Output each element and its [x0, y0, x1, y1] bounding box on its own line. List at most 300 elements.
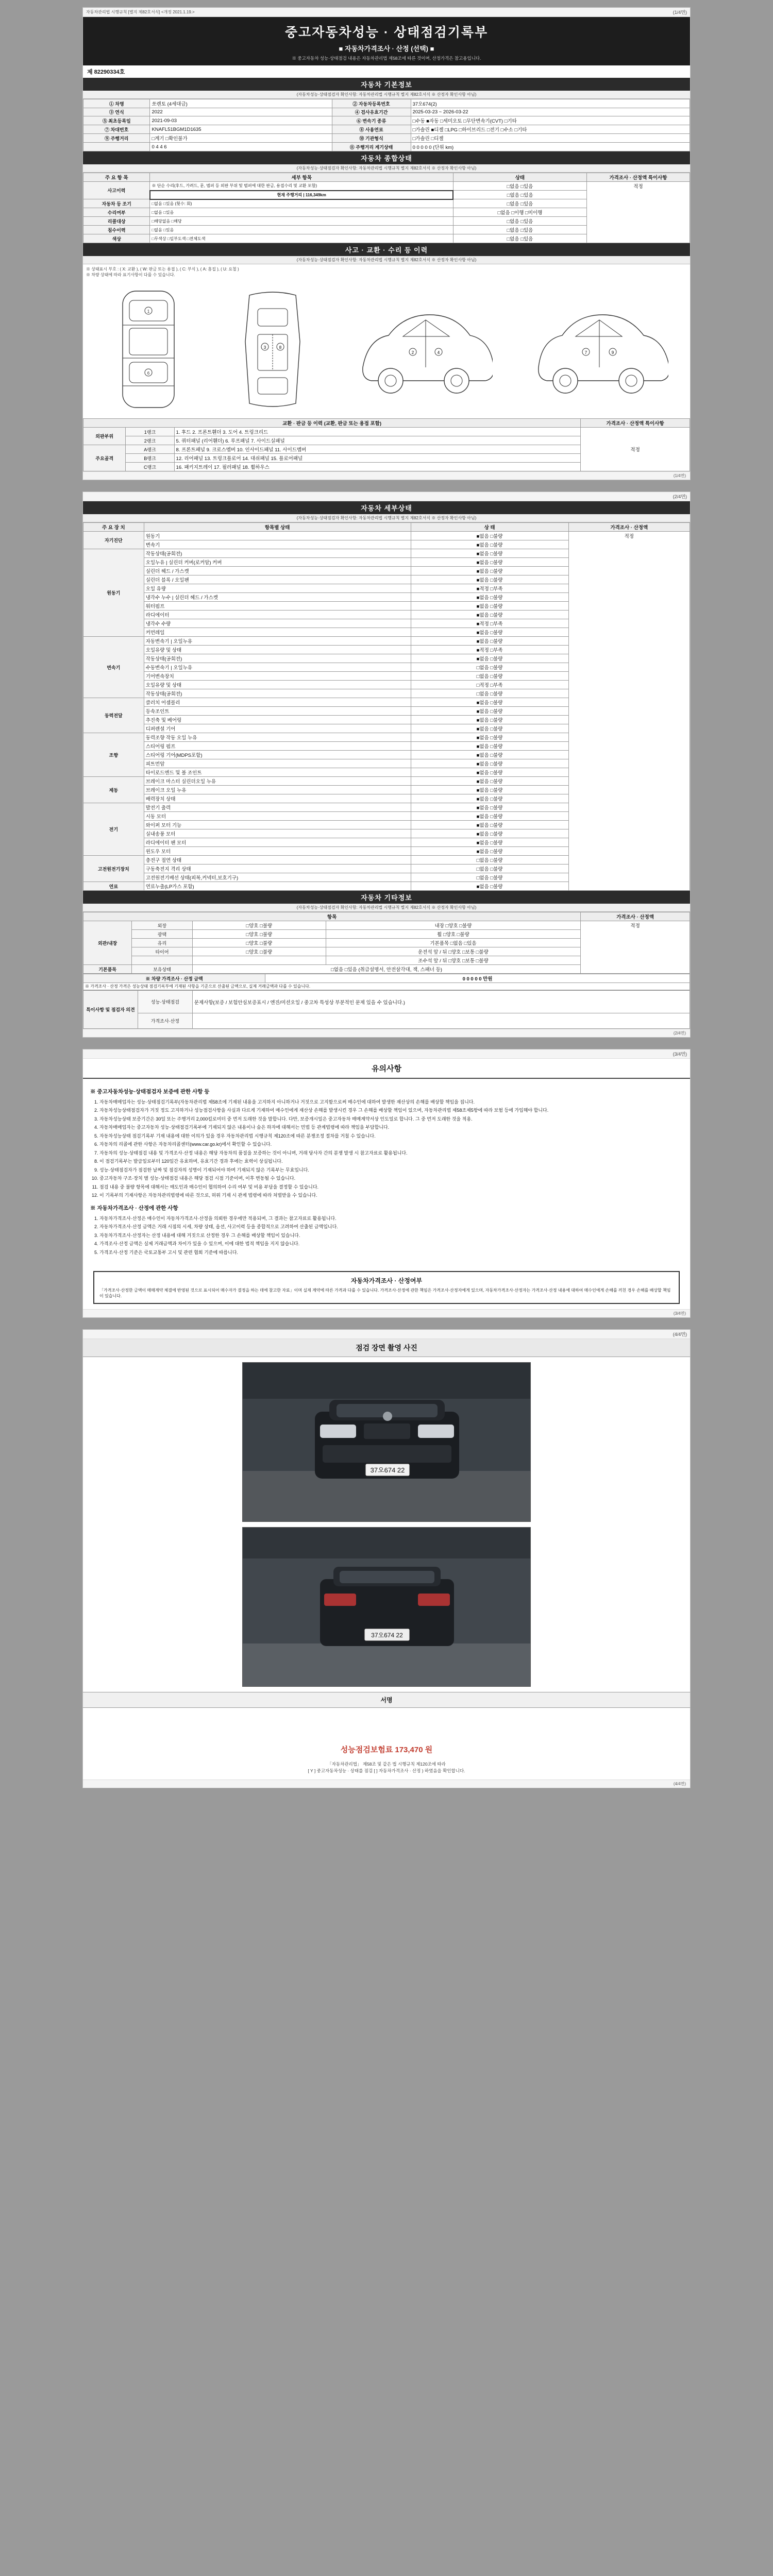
- detail-state-1-0[interactable]: ■없음 □불량: [411, 549, 568, 558]
- etc-label-1b: [326, 930, 580, 939]
- page-4: [82, 1329, 691, 1788]
- detail-item-1-4: 오일 유량: [144, 584, 411, 593]
- page4-number: (4/4면): [673, 1332, 687, 1337]
- basic-info-table: [83, 99, 690, 151]
- price-summary-table: [83, 974, 690, 990]
- overall-price-note: 적정: [586, 182, 690, 243]
- etc-label-2b: [326, 939, 580, 947]
- detail-state-0-0[interactable]: ■없음 □불량: [411, 532, 568, 540]
- insurance-fee-line: [83, 1739, 690, 1760]
- basic-label-carname: ① 차명: [83, 99, 150, 108]
- overall-note-accident: ※ 단순 수리(후드, 가려드, 문, 범퍼 등 외판 부위 및 범퍼에 대한 판금, 용접수리 및 교환 포함): [150, 182, 453, 191]
- detail-state-2-2[interactable]: ■없음 □불량: [411, 654, 568, 663]
- detail-item-1-7: 라디에이터: [144, 611, 411, 619]
- detail-item-2-6: 작동상태(공회전): [144, 689, 411, 698]
- document-number: 제 82290334호: [87, 69, 125, 75]
- detail-item-6-3: 실내송풍 모터: [144, 829, 411, 838]
- detail-item-7-0: 충전구 절연 상태: [144, 856, 411, 865]
- photo-section-title: 점검 장면 촬영 사진: [83, 1339, 690, 1357]
- accident-price-value: 적정: [581, 428, 690, 471]
- car-diagram-top: [229, 285, 316, 415]
- accident-legend-block: [83, 264, 690, 282]
- basic-label-transmission: ⑥ 변속기 종류: [332, 116, 411, 125]
- notice-item-7: 7. 자동차의 성능·상태점검 내용 및 가격조사·산정 내용은 해당 자동차의 품질을 보증하는 것이 아니며, 거래 당사자 간의 분쟁 발생 시 참고자료로 활용됩니다.: [99, 1150, 683, 1157]
- accident-part-price-col: 가격조사 · 산정액 특이사항: [581, 419, 690, 428]
- overall-label-flood: 침수이력: [83, 226, 150, 234]
- price-summary-note: ※ 가격조사 · 산정 가격은 성능상태 점검기록부에 기재된 사항을 기준으로 산출된 금액으로, 실제 거래금액과 다를 수 있습니다.: [83, 983, 690, 990]
- basic-value-inspection: 2025-03-23 ~ 2026-03-22: [411, 108, 690, 116]
- special-sublabel: 성능·상태점검: [138, 991, 192, 1013]
- etc-sublabel-1: 휠: [437, 932, 442, 938]
- basic-label-plate: ② 자동차등록번호: [332, 99, 411, 108]
- notice-body: [83, 1079, 690, 1266]
- notice-item-6: 6. 자동차의 리콜에 관한 사항은 자동차리콜센터(www.car.go.kr)에서 확인할 수 있습니다.: [99, 1141, 683, 1148]
- etc-label-4b: [326, 956, 580, 965]
- detail-price-value: 적정: [568, 532, 690, 891]
- detail-state-0-1[interactable]: ■없음 □불량: [411, 540, 568, 549]
- overall-col-price: 가격조사 · 산정액 특이사항: [586, 173, 690, 182]
- accident-legend-1: ※ 상태표시 부호 : ( X: 교환 ), ( W: 판금 또는 용접 ), ( C: 부식 ), ( A: 흠집 ), ( U: 요철 ): [86, 267, 239, 272]
- photo-rear: [242, 1527, 531, 1687]
- accident-items-3[interactable]: 8. 프론트패널 9. 크로스멤버 10. 인사이드패널 11. 사이드멤버: [174, 445, 581, 454]
- detail-item-7-2: 고전원전기배선 상태(피복,커넥터,보호기구): [144, 873, 411, 882]
- page4-ref: [86, 1332, 87, 1336]
- document-footnote: [83, 1760, 690, 1780]
- svg-text:6: 6: [147, 371, 149, 376]
- detail-state-4-1[interactable]: ■없음 □불량: [411, 742, 568, 751]
- etc-price-value: 적정: [581, 921, 690, 974]
- detail-state-3-0[interactable]: ■없음 □불량: [411, 698, 568, 707]
- document-title-block: [83, 17, 690, 65]
- detail-state-5-2[interactable]: ■없음 □불량: [411, 794, 568, 803]
- detail-state-1-1[interactable]: ■없음 □불량: [411, 558, 568, 567]
- detail-state-6-2[interactable]: ■없음 □불량: [411, 821, 568, 829]
- overall-state-repair[interactable]: □없음 □있음: [453, 199, 586, 208]
- detail-state-2-4[interactable]: □없음 □불량: [411, 672, 568, 681]
- detail-state-6-1[interactable]: ■없음 □불량: [411, 812, 568, 821]
- detail-state-2-0[interactable]: ■없음 □불량: [411, 637, 568, 646]
- page3-ref: [86, 1052, 87, 1056]
- page2-topbar: [83, 492, 690, 501]
- detail-item-4-0: 동력조향 작동 오일 누유: [144, 733, 411, 742]
- detail-state-5-1[interactable]: ■없음 □불량: [411, 786, 568, 794]
- section-overall-sub: (자동차성능·상태점검자 확인사항: 자동차관리법 시행규칙 별지 제82호서식 ※ 산정자 확인사항 아님): [83, 164, 690, 173]
- basic-label-firstreg: ⑤ 최초등록일: [83, 116, 150, 125]
- page1-bottombar: [83, 471, 690, 480]
- overall-table: [83, 173, 690, 243]
- price-summary-units[interactable]: 0 0 0 0 0 만원: [265, 974, 690, 983]
- special-sublabel-2: 가격조사·산정: [138, 1013, 192, 1029]
- detail-item-2-3: 수동변속기 | 오일누유: [144, 663, 411, 672]
- overall-col-detail: 세부 항목: [150, 173, 453, 182]
- detail-item-1-2: 실린더 헤드 / 가스켓: [144, 567, 411, 575]
- detail-group-transmission: 변속기: [83, 637, 144, 698]
- page-3: [82, 1049, 691, 1318]
- accident-group-frame: 주요골격: [83, 445, 126, 471]
- detail-state-4-2[interactable]: ■없음 □불량: [411, 751, 568, 759]
- detail-item-5-1: 브레이크 오일 누유: [144, 786, 411, 794]
- car-diagram-area: [83, 282, 690, 418]
- detail-item-3-2: 추진축 및 베어링: [144, 716, 411, 724]
- page-subtitle: ■ 자동차가격조사 · 산정 (선택) ■: [339, 45, 434, 53]
- detail-state-1-8[interactable]: ■적정 □부족: [411, 619, 568, 628]
- etc-group-basic: 기본품목: [83, 965, 132, 974]
- etc-label-3b: [326, 947, 580, 956]
- basic-value-carname: 쏘렌토 (4세대급): [150, 99, 332, 108]
- notice-item-11: 11. 점검 내용 중 불량 항목에 대해서는 매도인과 매수인이 협의하여 수리 여부 및 비용 부담을 결정할 수 있습니다.: [99, 1184, 683, 1191]
- overall-label-recall: 리콜대상: [83, 217, 150, 226]
- svg-text:8: 8: [279, 345, 282, 350]
- detail-state-7-2[interactable]: □없음 □불량: [411, 873, 568, 882]
- overall-state-accident[interactable]: □없음 □있음: [453, 182, 586, 191]
- etc-col-item: 항목: [83, 912, 581, 921]
- detail-state-4-3[interactable]: ■없음 □불량: [411, 759, 568, 768]
- svg-text:1: 1: [147, 309, 149, 314]
- overall-state-option[interactable]: □없음 □있음: [453, 226, 586, 234]
- etc-sublabel-2: 기본품목: [430, 941, 449, 946]
- basic-label-mileage: ⑨ 주행거리: [83, 134, 150, 143]
- detail-group-brake: 제동: [83, 777, 144, 803]
- svg-text:3: 3: [264, 345, 266, 350]
- section-accident-header: 사고 · 교환 · 수리 등 이력: [83, 243, 690, 256]
- special-text-2[interactable]: [192, 1013, 690, 1029]
- notice-heading-1: ※ 중고자동차성능·상태점검자 보증에 관한 사항 등: [90, 1089, 210, 1095]
- accident-group-outer: 외판부위: [83, 428, 126, 445]
- basic-value-odometer: 0 0 0 0 0 (단위 km): [411, 143, 690, 151]
- svg-text:4: 4: [437, 350, 440, 355]
- detail-group-fuel: 연료: [83, 882, 144, 891]
- signature-area[interactable]: [83, 1708, 690, 1739]
- notice2-item-4: 4. 가격조사·산정 금액은 실제 거래금액과 차이가 있을 수 있으며, 이에 대한 법적 책임을 지지 않습니다.: [99, 1241, 683, 1248]
- accident-rank-2: 2랭크: [126, 436, 174, 445]
- detail-item-1-6: 워터펌프: [144, 602, 411, 611]
- detail-col-device: 주 요 장 치: [83, 523, 144, 532]
- detail-item-1-3: 실린더 블록 / 오일팬: [144, 575, 411, 584]
- etc-state-0[interactable]: □양호 □불량: [192, 921, 326, 930]
- overall-label-usage: 자동차 등 조기: [83, 199, 150, 208]
- overall-col-main: 주 요 항 목: [83, 173, 150, 182]
- accident-legend-2: ※ 차량 상태에 따라 표기사항이 다를 수 있습니다.: [86, 273, 175, 277]
- car-diagram-side-right: [529, 285, 668, 415]
- detail-state-7-0[interactable]: □없음 □불량: [411, 856, 568, 865]
- detail-state-2-5[interactable]: □적정 □부족: [411, 681, 568, 689]
- etc-label-0: 외장: [132, 921, 193, 930]
- detail-group-electric: 전기: [83, 803, 144, 856]
- basic-label-inspection: ④ 검사유효기간: [332, 108, 411, 116]
- detail-state-6-3[interactable]: ■없음 □불량: [411, 829, 568, 838]
- accident-items-1[interactable]: 1. 후드 2. 프론트휀더 3. 도어 4. 트렁크리드: [174, 428, 581, 436]
- car-side-left-svg: [354, 285, 493, 414]
- etc-label-2: 유리: [132, 939, 193, 947]
- detail-item-5-2: 배력장치 상태: [144, 794, 411, 803]
- basic-label-engine: ⑩ 기관형식: [332, 134, 411, 143]
- detail-state-8-0[interactable]: ■없음 □불량: [411, 882, 568, 891]
- detail-item-2-0: 자동변속기 | 오일누유: [144, 637, 411, 646]
- etc-substate-0[interactable]: □양호 □불량: [445, 923, 472, 929]
- detail-item-4-3: 피트먼암: [144, 759, 411, 768]
- detail-group-steering: 조향: [83, 733, 144, 777]
- basic-value-transmission: □수동 ■자동 □세미오토 □무단변속기(CVT) □기타: [411, 116, 690, 125]
- detail-group-selfdiag: 자기진단: [83, 532, 144, 549]
- overall-note-recall: □해당없음 □해당: [150, 217, 453, 226]
- accident-rank-1: 1랭크: [126, 428, 174, 436]
- footnote-line-2: [ Y ] 중고자동차성능 · 상태를 점검 [ ] 자동차가격조사 · 산정 ) 하였음을 확인합니다.: [308, 1768, 465, 1773]
- detail-item-6-1: 시동 모터: [144, 812, 411, 821]
- detail-state-7-1[interactable]: □없음 □불량: [411, 865, 568, 873]
- basic-label-mileage2: [83, 143, 150, 151]
- price-confirm-title: 자동차가격조사 · 산정여부: [350, 1277, 423, 1284]
- overall-state-recall[interactable]: □없음 □이행 □미이행: [453, 208, 586, 217]
- detail-item-0-1: 변속기: [144, 540, 411, 549]
- detail-item-6-2: 와이퍼 모터 기능: [144, 821, 411, 829]
- overall-label-accident: 사고이력: [83, 182, 150, 199]
- section-overall-header: 자동차 종합상태: [83, 151, 690, 164]
- detail-state-6-4[interactable]: ■없음 □불량: [411, 838, 568, 847]
- detail-col-price: 가격조사 · 산정액: [568, 523, 690, 532]
- section-detail-sub: (자동차성능·상태점검자 확인사항: 자동차관리법 시행규칙 별지 제82호서식 ※ 산정자 확인사항 아님): [83, 514, 690, 522]
- special-note-table: [83, 990, 690, 1029]
- etc-state-4[interactable]: [192, 956, 326, 965]
- overall-label-repair: 수리여부: [83, 208, 150, 217]
- plate-number-rear: 37오674 22: [371, 1632, 403, 1639]
- etc-state-2[interactable]: □양호 □불량: [192, 939, 326, 947]
- section-etc-header: 자동차 기타정보: [83, 891, 690, 904]
- photo-rear-svg: [243, 1528, 531, 1687]
- accident-items-2[interactable]: 5. 쿼터패널 (리어휀더) 6. 루프패널 7. 사이드실패널: [174, 436, 581, 445]
- special-text[interactable]: 문제사항(보증 / 보험안심보증표시 / 엔진/미션오일 / 중고차 특성상 부분적인 문제 있을 수 있습니다.): [192, 991, 690, 1013]
- basic-value-vin: KNAFL51BGM1D1635: [150, 125, 332, 134]
- notice2-item-1: 1. 자동차가격조사·산정은 매수인이 자동차가격조사·산정을 의뢰한 경우에만 적용되며, 그 결과는 참고자료로 활용됩니다.: [99, 1215, 683, 1223]
- detail-state-4-0[interactable]: ■없음 □불량: [411, 733, 568, 742]
- basic-value-firstreg: 2021-09-03: [150, 116, 332, 125]
- page2-ref: [86, 494, 87, 499]
- footnote-line-1: 「자동차관리법」 제58조 및 같은 법 시행규칙 제120조에 따라: [327, 1761, 446, 1767]
- etc-state-5[interactable]: □없음 □있음 (취급설명서, 안전삼각대, 잭, 스패너 등): [192, 965, 580, 974]
- form-legal-ref: 자동차관리법 시행규칙 [별지 제82호서식] <개정 2021.1.19.>: [86, 10, 195, 14]
- detail-group-highvoltage: 고전원전기장치: [83, 856, 144, 882]
- overall-label-color: 색상: [83, 234, 150, 243]
- overall-note-color: □무색상 □일부도색 □전체도색: [150, 234, 453, 243]
- page2-footer-mark: (2/4면): [673, 1031, 686, 1036]
- detail-state-1-7[interactable]: ■없음 □불량: [411, 611, 568, 619]
- detail-item-2-4: 기어변속장치: [144, 672, 411, 681]
- page-topbar: [83, 8, 690, 17]
- section-accident-sub: (자동차성능·상태점검자 확인사항: 자동차관리법 시행규칙 별지 제82호서식 ※ 산정자 확인사항 아님): [83, 256, 690, 264]
- etc-label-4: [132, 956, 193, 965]
- basic-label-vin: ⑦ 차대번호: [83, 125, 150, 134]
- insurance-fee-value: 173,470 원: [395, 1745, 433, 1754]
- car-diagram-side-left: [354, 285, 493, 415]
- etc-state-3[interactable]: □양호 □불량: [192, 947, 326, 956]
- etc-substate-3[interactable]: □양호 □보통 □불량: [448, 950, 489, 955]
- detail-item-4-4: 타이로드엔드 및 볼 조인트: [144, 768, 411, 777]
- etc-label-0b: [326, 921, 580, 930]
- plate-number-front: 37오674 22: [370, 1466, 405, 1474]
- basic-label-year: ③ 연식: [83, 108, 150, 116]
- detail-state-4-4[interactable]: ■없음 □불량: [411, 768, 568, 777]
- detail-state-1-3[interactable]: ■없음 □불량: [411, 575, 568, 584]
- page3-topbar: [83, 1049, 690, 1059]
- detail-item-1-9: 커먼레일: [144, 628, 411, 637]
- detail-state-3-3[interactable]: ■없음 □불량: [411, 724, 568, 733]
- overall-state-color[interactable]: □없음 □있음: [453, 234, 586, 243]
- basic-value-fuel: □가솔린 ■디젤 □LPG □하이브리드 □전기 □수소 □기타: [411, 125, 690, 134]
- page-2: [82, 492, 691, 1038]
- svg-text:9: 9: [612, 350, 614, 355]
- notice2-item-5: 5. 가격조사·산정 기준은 국토교통부 고시 및 관련 협회 기준에 따릅니다.: [99, 1249, 683, 1257]
- basic-value-year: 2022: [150, 108, 332, 116]
- car-top-svg: [229, 285, 316, 414]
- accident-part-table: [83, 418, 690, 471]
- notice-heading-2: ※ 자동차가격조사 · 산정에 관한 사항: [90, 1205, 178, 1211]
- detail-item-0-0: 원동기: [144, 532, 411, 540]
- overall-note-flood: □없음 □있음: [150, 226, 453, 234]
- detail-state-1-4[interactable]: ■적정 □부족: [411, 584, 568, 593]
- detail-item-1-0: 작동상태(공회전): [144, 549, 411, 558]
- page3-footer-mark: (3/4면): [673, 1311, 686, 1316]
- detail-item-3-3: 디퍼렌셜 기어: [144, 724, 411, 733]
- special-label: 특이사항 및 점검자 의견: [83, 991, 138, 1029]
- overall-state-usage[interactable]: □없음 □있음: [453, 191, 586, 199]
- accident-rank-b: B랭크: [126, 454, 174, 463]
- page4-bottombar: [83, 1780, 690, 1788]
- basic-value-engine: □가솔린 □디젤: [411, 134, 690, 143]
- etc-sublabel-3: 운전석 앞 / 뒤: [418, 950, 447, 955]
- car-diagram-front: [105, 285, 192, 415]
- overall-state-flood[interactable]: □없음 □있음: [453, 217, 586, 226]
- detail-item-5-0: 브레이크 마스터 실린더오일 누유: [144, 777, 411, 786]
- accident-items-5[interactable]: 16. 패키지트레이 17. 필러패널 18. 휠하우스: [174, 463, 581, 471]
- notice-item-1: 1. 자동차매매업자는 성능·상태점검기록부(자동차관리법 제58조에 기재된 내용을 고지하지 아니하거나 거짓으로 고지함으로써 매수인에 대하여 발생한 재산상의 손해를 배상할 책임을 집니다.: [99, 1099, 683, 1106]
- detail-state-1-9[interactable]: ■없음 □불량: [411, 628, 568, 637]
- notice2-item-3: 3. 자동차가격조사·산정자는 산정 내용에 대해 거짓으로 산정한 경우 그 손해를 배상할 책임이 있습니다.: [99, 1232, 683, 1240]
- etc-group-exterior: 외관/내장: [83, 921, 132, 965]
- notice2-item-2: 2. 자동차가격조사·산정 금액은 거래 시점의 시세, 차량 상태, 옵션, 사고이력 등을 종합적으로 고려하여 산출된 금액입니다.: [99, 1224, 683, 1231]
- detail-table: [83, 522, 690, 891]
- detail-item-2-2: 작동상태(공회전): [144, 654, 411, 663]
- detail-state-3-1[interactable]: ■없음 □불량: [411, 707, 568, 716]
- detail-item-1-5: 냉각수 누수 | 실린더 헤드 / 가스켓: [144, 593, 411, 602]
- page-title-note: ※ 중고자동차 성능·상태점검 내용은 자동차관리법 제58조에 따른 것이며, 산정가격은 참고용입니다.: [292, 56, 481, 61]
- page2-number: (2/4면): [673, 494, 687, 499]
- section-detail-header: 자동차 세부상태: [83, 501, 690, 514]
- detail-state-6-5[interactable]: ■없음 □불량: [411, 847, 568, 856]
- detail-state-2-1[interactable]: ■적정 □부족: [411, 646, 568, 654]
- photo-front: [242, 1362, 531, 1522]
- page-number: (1/4면): [673, 10, 687, 15]
- detail-item-6-4: 라디에이터 팬 모터: [144, 838, 411, 847]
- detail-item-2-1: 오일유량 및 상태: [144, 646, 411, 654]
- svg-text:7: 7: [585, 350, 587, 355]
- detail-col-state: 상 태: [411, 523, 568, 532]
- page3-number: (3/4면): [673, 1052, 687, 1057]
- detail-col-item: 항목별 상태: [144, 523, 411, 532]
- notice-item-9: 9. 성능·상태점검자가 점검한 날짜 및 점검자의 성명이 기재되어야 하며 기재되지 않은 기록부는 무효입니다.: [99, 1167, 683, 1174]
- insurance-fee-label: 성능점검보험료: [340, 1745, 393, 1754]
- car-side-right-svg: [529, 285, 668, 414]
- notice-title: 유의사항: [83, 1059, 690, 1079]
- etc-label-5: 보유상태: [132, 965, 193, 974]
- accident-rank-a: A랭크: [126, 445, 174, 454]
- notice-list-1: [90, 1099, 683, 1199]
- section-basic-info-header: 자동차 기본정보: [83, 78, 690, 91]
- detail-item-1-8: 냉각수 수량: [144, 619, 411, 628]
- detail-state-1-6[interactable]: ■없음 □불량: [411, 602, 568, 611]
- notice-item-12: 12. 이 기록부의 기재사항은 자동차관리법령에 따른 것으로, 허위 기재 시 관계 법령에 따라 처벌받을 수 있습니다.: [99, 1192, 683, 1199]
- detail-item-6-5: 윈도우 모터: [144, 847, 411, 856]
- detail-item-4-1: 스티어링 펌프: [144, 742, 411, 751]
- detail-state-5-0[interactable]: ■없음 □불량: [411, 777, 568, 786]
- signature-header: 서명: [83, 1692, 690, 1708]
- section-etc-sub: (자동차성능·상태점검자 확인사항: 자동차관리법 시행규칙 별지 제82호서식 ※ 산정자 확인사항 아님): [83, 904, 690, 912]
- accident-rank-c: C랭크: [126, 463, 174, 471]
- overall-note-usage: □없음 □있음 (횟수: 회): [150, 199, 453, 208]
- price-confirm-box: [93, 1271, 680, 1304]
- etc-substate-2[interactable]: □없음 □있음: [450, 941, 477, 946]
- accident-items-4[interactable]: 12. 리어패널 13. 트렁크플로어 14. 대쉬패널 15. 플로어패널: [174, 454, 581, 463]
- detail-item-4-2: 스티어링 기어(MDPS포함): [144, 751, 411, 759]
- price-confirm-text: 「가격조사·산정한 금액이 매매계약 체결에 반영된 것으로 표시되어 매수자가 결정을 하는 데에 참고한 자료」이며 실제 계약에 따른 가격과 다를 수 있습니다. 가격조사·산정에 관한 책임은 가격조사·산정자에게 있으며, 자동차가격조사·산정자는 가격조사·산정 내용에 대하여 매수인에게 손해를 끼친 경우 손해를 배상할 책임이 있습니다.: [99, 1288, 671, 1298]
- photo-front-svg: [243, 1363, 531, 1522]
- detail-state-1-5[interactable]: ■없음 □불량: [411, 593, 568, 602]
- notice-list-2: [90, 1215, 683, 1257]
- detail-state-1-2[interactable]: ■없음 □불량: [411, 567, 568, 575]
- svg-text:2: 2: [411, 350, 414, 355]
- etc-state-1[interactable]: □양호 □불량: [192, 930, 326, 939]
- detail-state-3-2[interactable]: ■없음 □불량: [411, 716, 568, 724]
- notice-item-2: 2. 자동차성능상태점검자가 거짓 정도 고지하거나 성능점검사항을 사실과 다르게 기재하여 매수인에게 재산상 손해를 발생시킨 경우 그 손해를 배상할 책임이 있으며, 자동차관리법 제58조제5항에 따라 보험 등에 가입해야 합니다.: [99, 1107, 683, 1114]
- etc-substate-4[interactable]: □양호 □보통 □불량: [448, 958, 489, 964]
- etc-substate-1[interactable]: □양호 □불량: [443, 932, 469, 938]
- basic-label-odometer: ⑪ 주행거리 계기상태: [332, 143, 411, 151]
- basic-value-mileage2: 0 4 4 6: [150, 143, 332, 151]
- detail-state-2-6[interactable]: □없음 □불량: [411, 689, 568, 698]
- etc-label-1: 광택: [132, 930, 193, 939]
- car-front-svg: [105, 285, 192, 414]
- page4-footer-mark: (4/4면): [673, 1781, 686, 1786]
- basic-value-plate: 37오674(2): [411, 99, 690, 108]
- price-summary-title: ※ 차량 가격조사 · 산정 금액: [83, 974, 265, 983]
- detail-state-6-0[interactable]: ■없음 □불량: [411, 803, 568, 812]
- detail-group-powertrain: 동력전달: [83, 698, 144, 733]
- section-basic-info-sub: (자동차성능·상태점검자 확인사항: 자동차관리법 시행규칙 별지 제82호서식 ※ 산정자 확인사항 아님): [83, 91, 690, 99]
- overall-col-state: 상태: [453, 173, 586, 182]
- detail-item-7-1: 구동축전지 격리 상태: [144, 865, 411, 873]
- detail-item-1-1: 오일누유 | 실린더 커버(로커암) 커버: [144, 558, 411, 567]
- page1-footer-mark: (1/4면): [673, 473, 686, 478]
- detail-item-3-0: 클러치 어셈블리: [144, 698, 411, 707]
- accident-part-head: 교환 · 판금 등 이력 (교환, 판금 또는 용접 포함): [83, 419, 581, 428]
- notice-item-3: 3. 자동차성능상태 보증기간은 30일 또는 주행거리 2,000킬로미터 중 먼저 도래한 것을 말합니다. 다만, 보증개시일은 중고자동차 매매계약서상 인도일로 합니다. 그 중 먼저 도래한 것을 적용.: [99, 1116, 683, 1123]
- page2-bottombar: [83, 1029, 690, 1037]
- detail-state-2-3[interactable]: □없음 □불량: [411, 663, 568, 672]
- notice-item-8: 8. 이 점검기록부는 발급일로부터 120일간 유효하며, 유효기간 경과 후에는 효력이 상실됩니다.: [99, 1158, 683, 1165]
- detail-item-8-0: 연료누출(LP가스 포함): [144, 882, 411, 891]
- page-title: 중고자동차성능 · 상태점검기록부: [284, 25, 489, 40]
- overall-note-repair: □없음 □있음: [150, 208, 453, 217]
- page-1: [82, 7, 691, 480]
- page3-bottombar: [83, 1309, 690, 1317]
- basic-label-fuel: ⑧ 사용연료: [332, 125, 411, 134]
- detail-group-engine: 원동기: [83, 549, 144, 637]
- notice-item-10: 10. 중고자동차 구조·장치 별 성능·상태점검 내용은 해당 점검 시점 기준이며, 이후 변동될 수 있습니다.: [99, 1175, 683, 1182]
- detail-item-6-0: 발전기 출력: [144, 803, 411, 812]
- etc-table: [83, 912, 690, 974]
- etc-sublabel-4: 조수석 앞 / 뒤: [418, 958, 447, 964]
- etc-sublabel-0: 내장: [434, 923, 444, 929]
- detail-item-3-1: 등속조인트: [144, 707, 411, 716]
- notice-item-4: 4. 자동차매매업자는 중고자동차 성능·상태점검기록부에 기재되지 않은 내용이나 숨은 하자에 대해서는 민법 등 관계법령에 따라 책임을 부담합니다.: [99, 1124, 683, 1131]
